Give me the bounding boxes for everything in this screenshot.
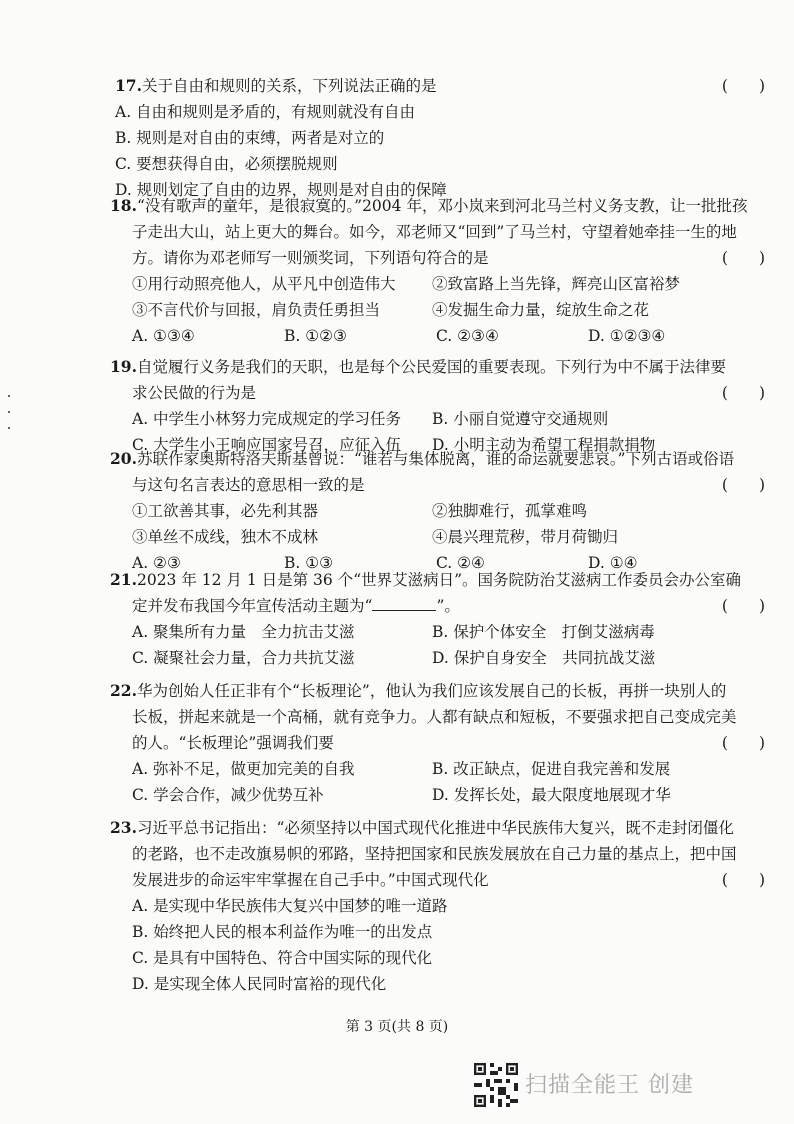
question-17: [115, 73, 765, 203]
question-stem-line: [110, 446, 765, 472]
option-d: D. 发挥长处，最大限度地展现才华: [432, 786, 671, 804]
option-c: C. 凝聚社会力量，合力共抗艾滋: [132, 649, 355, 667]
question-number: 20.: [110, 449, 137, 468]
option-b: B. 小丽自觉遵守交通规则: [432, 410, 609, 428]
answer-parentheses: ( ): [721, 384, 765, 402]
choice-c: C. ②④: [436, 554, 485, 572]
option-row: [110, 619, 765, 645]
option-d: D. 小明主动为希望工程捐款捐物: [432, 436, 656, 454]
question-text: “没有歌声的童年，是很寂寞的。”2004 年，邓小岚来到河北马兰村义务支教，让一批批孩: [136, 197, 748, 215]
statement-4: ④发掘生命力量，绽放生命之花: [432, 301, 650, 319]
option-d: D. 是实现全体人民同时富裕的现代化: [132, 975, 387, 993]
question-stem: [115, 73, 765, 99]
choice-d: D. ①④: [588, 554, 638, 572]
question-text: 求公民做的行为是: [132, 384, 257, 402]
question-stem-line: [110, 593, 765, 619]
option-b: B. 改正缺点，促进自我完善和发展: [432, 760, 671, 778]
page-number: 第 3 页(共 8 页): [345, 1019, 449, 1035]
question-stem-line: [110, 730, 765, 756]
question-22: [110, 678, 765, 808]
option-a: A. 自由和规则是矛盾的，有规则就没有自由: [115, 103, 416, 121]
option-row: [110, 406, 765, 432]
question-text: 关于自由和规则的关系，下列说法正确的是: [141, 77, 437, 95]
option-a: A. 弥补不足，做更加完美的自我: [132, 760, 355, 778]
page-footer: [0, 1016, 794, 1036]
question-stem-line: 的老路，也不走改旗易帜的邪路，坚持把国家和民族发展放在自己力量的基点上，把中国: [132, 845, 737, 863]
question-text: 华为创始人任正非有个“长板理论”，他认为我们应该发展自己的长板，再拼一块别人的: [136, 682, 727, 700]
statement-4: ④晨兴理荒秽，带月荷锄归: [432, 528, 619, 546]
question-stem-line: [110, 193, 765, 219]
question-text: 自觉履行义务是我们的天职，也是每个公民爱国的重要表现。下列行为中不属于法律要: [136, 358, 726, 376]
question-21: [110, 567, 765, 671]
option-row: [110, 782, 765, 808]
answer-parentheses: ( ): [721, 734, 765, 752]
option-a: A. 中学生小林努力完成规定的学习任务: [132, 410, 402, 428]
question-text: 苏联作家奥斯特洛夫斯基曾说：“谁若与集体脱离，谁的命运就要悲哀。”下列古语或俗语: [136, 450, 735, 468]
question-stem-line: [110, 245, 765, 271]
question-stem-line: [110, 815, 765, 841]
answer-parentheses: ( ): [721, 77, 765, 95]
question-20: [110, 446, 765, 576]
question-text: 的人。“长板理论”强调我们要: [132, 734, 334, 752]
answer-parentheses: ( ): [721, 249, 765, 267]
question-stem-line: [110, 472, 765, 498]
question-18: [110, 193, 765, 349]
choice-b: B. ①③: [284, 554, 334, 572]
option-a: A. 是实现中华民族伟大复兴中国梦的唯一道路: [132, 897, 448, 915]
option-d: D. 规则划定了自由的边界，规则是对自由的保障: [115, 181, 447, 199]
scanner-watermark: 扫描全能王 创建: [525, 1073, 694, 1098]
question-number: 21.: [110, 570, 137, 589]
question-stem-line: [110, 567, 765, 593]
option-c: C. 要想获得自由，必须摆脱规则: [115, 155, 338, 173]
question-number: 22.: [110, 681, 137, 700]
question-19: [110, 354, 765, 458]
question-text: 与这句名言表达的意思相一致的是: [132, 476, 365, 494]
choice-a: A. ②③: [132, 554, 181, 572]
question-stem-line: 子走出大山，站上更大的舞台。如今，邓老师又“回到”了马兰村，守望着她牵挂一生的地: [132, 223, 737, 241]
answer-parentheses: ( ): [721, 871, 765, 889]
option-c: C. 学会合作，减少优势互补: [132, 786, 324, 804]
option-b: B. 保护个体安全 打倒艾滋病毒: [432, 623, 655, 641]
question-number: 19.: [110, 357, 137, 376]
option-b: B. 规则是对自由的束缚，两者是对立的: [115, 129, 385, 147]
option-c: C. 是具有中国特色、符合中国实际的现代化: [132, 949, 433, 967]
question-stem-line: 长板，拼起来就是一个高桶，就有竞争力。人都有缺点和短板，不要强求把自己变成完美: [132, 708, 737, 726]
statement-3: ③单丝不成线，独木不成林: [132, 528, 319, 546]
choice-d: D. ①②③④: [588, 327, 666, 345]
statement-row: [110, 271, 765, 297]
statement-1: ①用行动照亮他人，从平凡中创造伟大: [132, 275, 396, 293]
question-stem-line: [110, 380, 765, 406]
qr-code-icon: [474, 1063, 518, 1107]
question-number: 18.: [110, 196, 137, 215]
statement-row: [110, 297, 765, 323]
option-row: [110, 756, 765, 782]
question-text: 定并发布我国今年宣传活动主题为“: [132, 597, 373, 615]
choice-a: A. ①③④: [132, 327, 195, 345]
answer-parentheses: ( ): [721, 476, 765, 494]
question-text: 方。请你为邓老师写一则颁奖词，下列语句符合的是: [132, 249, 489, 267]
statement-2: ②致富路上当先锋，辉亮山区富裕梦: [432, 275, 681, 293]
option-a: A. 聚集所有力量 全力抗击艾滋: [132, 623, 355, 641]
question-text: 2023 年 12 月 1 日是第 36 个“世界艾滋病日”。国务院防治艾滋病工作委员会办公室确: [136, 571, 742, 589]
fill-blank: [372, 596, 436, 611]
option-row: [110, 645, 765, 671]
margin-marks: [8, 395, 12, 443]
statement-row: [110, 498, 765, 524]
question-stem-line: [110, 867, 765, 893]
statement-row: [110, 524, 765, 550]
statement-2: ②独脚难行，孤掌难鸣: [432, 502, 588, 520]
choice-c: C. ②③④: [436, 327, 499, 345]
question-text: 习近平总书记指出：“必须坚持以中国式现代化推进中华民族伟大复兴，既不走封闭僵化: [136, 819, 734, 837]
question-stem-line: [110, 678, 765, 704]
option-b: B. 始终把人民的根本利益作为唯一的出发点: [132, 923, 433, 941]
choice-b: B. ①②③: [284, 327, 347, 345]
question-stem-line: [110, 354, 765, 380]
question-text: ”。: [436, 597, 460, 615]
question-text: 发展进步的命运牢牢掌握在自己手中。”中国式现代化: [132, 871, 489, 889]
option-d: D. 保护自身安全 共同抗战艾滋: [432, 649, 656, 667]
statement-3: ③不言代价与回报，肩负责任勇担当: [132, 301, 381, 319]
choice-row: [110, 323, 765, 349]
option-c: C. 大学生小王响应国家号召，应征入伍: [132, 436, 402, 454]
question-23: [110, 815, 765, 997]
question-number: 23.: [110, 818, 137, 837]
answer-parentheses: ( ): [721, 597, 765, 615]
statement-1: ①工欲善其事，必先利其器: [132, 502, 319, 520]
question-number: 17.: [115, 76, 142, 95]
